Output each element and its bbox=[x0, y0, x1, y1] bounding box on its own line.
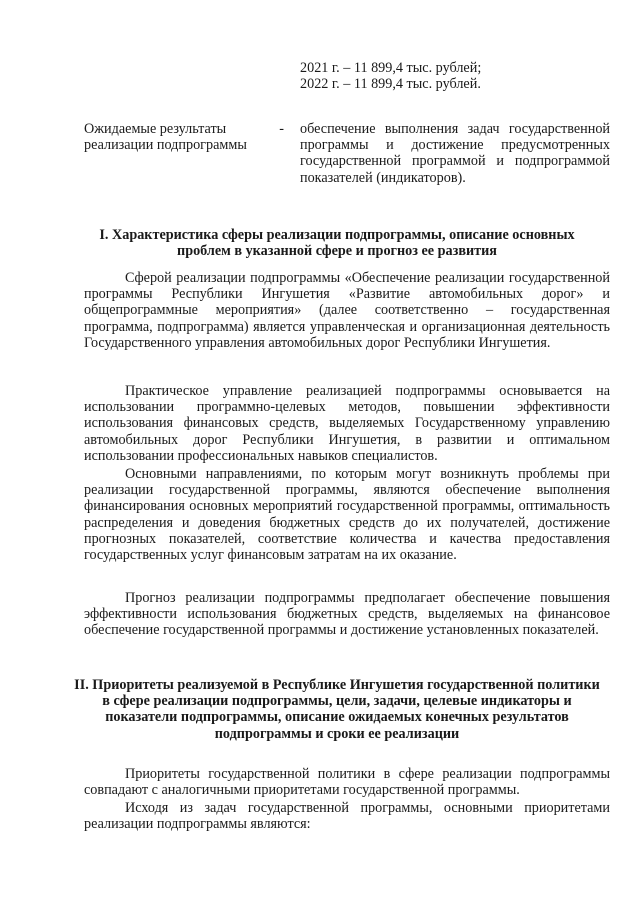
budget-line-2022: 2022 г. – 11 899,4 тыс. рублей. bbox=[300, 76, 481, 93]
label-dash: - bbox=[279, 121, 284, 137]
section-2-heading: II. Приоритеты реализуемой в Республике Ингушетия государственной политики в сфере реализации подпрограммы, цели, задачи, целевые индикаторы и показатели подпрограммы, описание ожидаемых конечных результатов подпрограммы и сроки ее реализации bbox=[74, 677, 600, 742]
budget-line-2021: 2021 г. – 11 899,4 тыс. рублей; bbox=[300, 60, 482, 76]
budget-lines bbox=[300, 60, 600, 92]
section-1-paragraph-1: Сферой реализации подпрограммы «Обеспечение реализации государственной программы Республики Ингушетия «Развитие автомобильных дорог» и общепрограммные мероприятия» (далее соответственно – государственная программа, подпрограмма) является управленческая и организационная деятельность Государственного управления автомобильных дорог Республики Ингушетия. bbox=[84, 270, 610, 351]
section-2-paragraph-2: Исходя из задач государственной программы, основными приоритетами реализации подпрограммы являются: bbox=[84, 800, 610, 833]
section-1-paragraph-2: Практическое управление реализацией подпрограммы основывается на использовании программно-целевых методов, повышении эффективности использования финансовых средств, выделяемых Государственному управлению автомобильных дорог Республики Ингушетия, в развитии и оптимальном использовании профессиональных навыков специалистов. bbox=[84, 383, 610, 464]
section-1-paragraph-4: Прогноз реализации подпрограммы предполагает обеспечение повышения эффективности использования бюджетных средств, выделяемых на финансовое обеспечение государственной программы и достижение установленных показателей. bbox=[84, 590, 610, 639]
expected-results-label-cell bbox=[84, 121, 284, 153]
expected-results-value: обеспечение выполнения задач государственной программы и достижение предусмотренных государственной программой и подпрограммой показателей (индикаторов). bbox=[300, 121, 610, 186]
section-1-heading: I. Характеристика сферы реализации подпрограммы, описание основных проблем в указанной сфере и прогноз ее развития bbox=[99, 227, 575, 260]
expected-results-label: Ожидаемые результаты реализации подпрограммы bbox=[84, 121, 247, 154]
section-2-paragraph-1: Приоритеты государственной политики в сфере реализации подпрограммы совпадают с аналогичными приоритетами государственной программы. bbox=[84, 766, 610, 799]
section-1-paragraph-3: Основными направлениями, по которым могут возникнуть проблемы при реализации государственной программы, являются обеспечение выполнения финансирования основных мероприятий государственной программы, оптимальность распределения и доведения бюджетных средств до их получателей, достижение прогнозных показателей, соответствие количества и качества предоставления государственных услуг финансовым затратам на их оказание. bbox=[84, 466, 610, 564]
